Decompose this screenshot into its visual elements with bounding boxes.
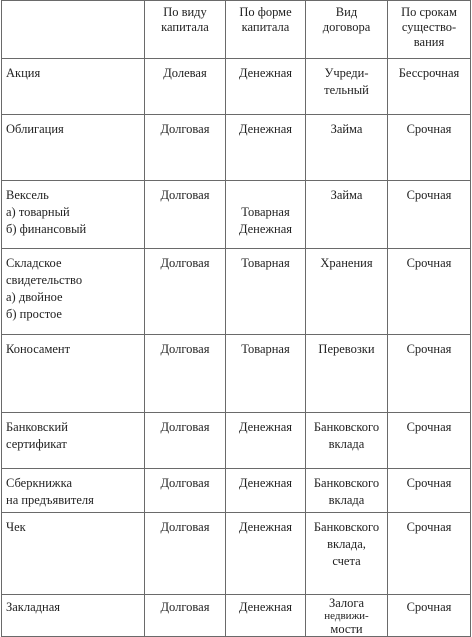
securities-classification-table <box>1 0 471 637</box>
table-row <box>2 469 471 513</box>
table-row <box>2 595 471 637</box>
header-cell-capital-type: По виду капитала <box>145 1 226 59</box>
capital-type-cell: Долговая <box>145 469 226 513</box>
security-name-cell: Облигация <box>2 115 145 181</box>
term-cell: Срочная <box>388 513 471 595</box>
table-row <box>2 513 471 595</box>
security-name-cell: Банковский сертификат <box>2 413 145 469</box>
header-cell-term: По срокам существо- вания <box>388 1 471 59</box>
table-row <box>2 249 471 335</box>
capital-type-cell: Долговая <box>145 513 226 595</box>
term-cell: Бессрочная <box>388 59 471 115</box>
contract-cell: Залога недвижи- мости <box>306 595 388 637</box>
capital-form-cell: Товарная Денежная <box>226 181 306 249</box>
security-name-cell: Закладная <box>2 595 145 637</box>
term-cell: Срочная <box>388 595 471 637</box>
security-name-cell: Чек <box>2 513 145 595</box>
contract-cell: Займа <box>306 181 388 249</box>
header-row <box>2 1 471 59</box>
term-cell: Срочная <box>388 115 471 181</box>
table-row <box>2 115 471 181</box>
capital-type-cell: Долговая <box>145 413 226 469</box>
capital-type-cell: Долговая <box>145 181 226 249</box>
table-row <box>2 181 471 249</box>
security-name-cell: Складское свидетельство а) двойное б) простое <box>2 249 145 335</box>
capital-form-cell: Денежная <box>226 115 306 181</box>
security-name-cell: Акция <box>2 59 145 115</box>
capital-form-cell: Денежная <box>226 59 306 115</box>
capital-form-cell: Товарная <box>226 335 306 413</box>
contract-cell: Займа <box>306 115 388 181</box>
header-cell-capital-form: По форме капитала <box>226 1 306 59</box>
capital-type-cell: Долговая <box>145 249 226 335</box>
table-row <box>2 59 471 115</box>
term-cell: Срочная <box>388 335 471 413</box>
contract-cell: Перевозки <box>306 335 388 413</box>
contract-cell: Учреди- тельный <box>306 59 388 115</box>
capital-type-cell: Долевая <box>145 59 226 115</box>
contract-cell: Банковского вклада <box>306 413 388 469</box>
security-name-cell: Вексель а) товарный б) финансовый <box>2 181 145 249</box>
capital-form-cell: Денежная <box>226 513 306 595</box>
table-row <box>2 413 471 469</box>
capital-form-cell: Денежная <box>226 469 306 513</box>
header-cell-empty <box>2 1 145 59</box>
capital-form-cell: Товарная <box>226 249 306 335</box>
security-name-cell: Сберкнижка на предъявителя <box>2 469 145 513</box>
term-cell: Срочная <box>388 249 471 335</box>
contract-cell: Банковского вклада, счета <box>306 513 388 595</box>
contract-cell: Банковского вклада <box>306 469 388 513</box>
capital-type-cell: Долговая <box>145 335 226 413</box>
term-cell: Срочная <box>388 413 471 469</box>
header-cell-contract: Вид договора <box>306 1 388 59</box>
capital-type-cell: Долговая <box>145 115 226 181</box>
capital-type-cell: Долговая <box>145 595 226 637</box>
security-name-cell: Коносамент <box>2 335 145 413</box>
term-cell: Срочная <box>388 181 471 249</box>
capital-form-cell: Денежная <box>226 595 306 637</box>
term-cell: Срочная <box>388 469 471 513</box>
table-row <box>2 335 471 413</box>
contract-cell: Хранения <box>306 249 388 335</box>
capital-form-cell: Денежная <box>226 413 306 469</box>
